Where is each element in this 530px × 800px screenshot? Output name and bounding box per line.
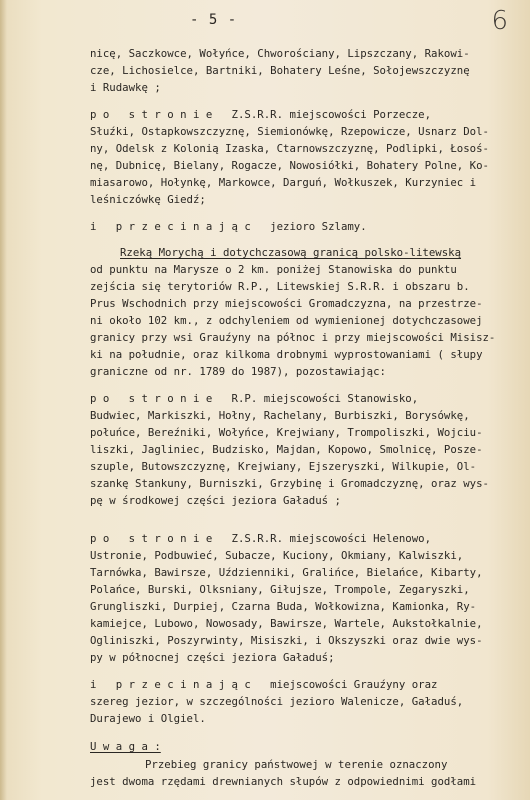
document-line: Grungliszki, Durpiej, Czarna Buda, Wołkowizna, Kamionka, Ry- bbox=[90, 600, 477, 613]
page-number: - 5 - bbox=[190, 12, 238, 28]
document-line: Budwiec, Markiszki, Hołny, Rachelany, Burbiszki, Borysówkę, bbox=[90, 409, 470, 422]
document-line: py w północnej części jeziora Gaładuś; bbox=[90, 651, 335, 664]
document-line: Przebieg granicy państwowej w terenie oznaczony bbox=[145, 758, 448, 771]
document-line: nę, Dubnicę, Bielany, Rogacze, Nowosiółki, Bohatery Polne, Ko- bbox=[90, 159, 489, 172]
document-line: Polańce, Burski, Olksniany, Giłujsze, Trompole, Zegaryszki, bbox=[90, 583, 470, 596]
document-line: szankę Stankuny, Burniszki, Grzybinę i Gromadczyznę, oraz wys- bbox=[90, 477, 489, 490]
document-line: p o s t r o n i e Z.S.R.R. miejscowości Porzecze, bbox=[90, 108, 432, 121]
document-line: Słuźki, Ostapkowszczyznę, Siemionówkę, Rzepowicze, Usnarz Dol- bbox=[90, 125, 489, 138]
document-line: połuńce, Bereźniki, Wołyńce, Krejwiany, Trompoliszki, Wojciu- bbox=[90, 426, 483, 439]
document-line: kamiejce, Lubowo, Nowosady, Bawirsze, Wartele, Aukstołkalnie, bbox=[90, 617, 483, 630]
document-line: jest dwoma rzędami drewnianych słupów z odpowiednimi godłami bbox=[90, 775, 477, 788]
document-line: cze, Lichosielce, Bartniki, Bohatery Leśne, Sołojewszczyznę bbox=[90, 64, 470, 77]
document-line: i p r z e c i n a j ą c miejscowości Grauźyny oraz bbox=[90, 678, 438, 691]
document-line: zejścia się terytoriów R.P., Litewskiej S.R.R. i obszaru b. bbox=[90, 280, 470, 293]
document-line: nicę, Saczkowce, Wołyńce, Chworościany, Lipszczany, Rakowi- bbox=[90, 47, 470, 60]
document-line: Durajewo i Olgiel. bbox=[90, 712, 206, 725]
document-line: Rzeką Morychą i dotychczasową granicą polsko-litewską bbox=[120, 246, 462, 259]
document-line: Prus Wschodnich przy miejscowości Gromadczyzna, na przestrze- bbox=[90, 297, 483, 310]
document-line: p o s t r o n i e Z.S.R.R. miejscowości Helenowo, bbox=[90, 532, 432, 545]
document-line: pę w środkowej części jeziora Gaładuś ; bbox=[90, 494, 341, 507]
document-line: Ustronie, Podbuwieć, Subacze, Kuciony, Okmiany, Kalwiszki, bbox=[90, 549, 464, 562]
document-line: miasarowo, Hołynkę, Markowce, Darguń, Wołkuszek, Kurzyniec i bbox=[90, 176, 477, 189]
document-line: szereg jezior, w szczególności jezioro Walenicze, Gaładuś, bbox=[90, 695, 464, 708]
document-line: U w a g a : bbox=[90, 740, 161, 753]
document-line: i Rudawkę ; bbox=[90, 81, 161, 94]
document-line: granicy przy wsi Grauźyny na północ i przy miejscowości Misisz- bbox=[90, 331, 496, 344]
document-line: graniczne od nr. 1789 do 1987), pozostawiając: bbox=[90, 365, 386, 378]
document-line: ki na południe, oraz kilkoma drobnymi wyprostowaniami ( słupy bbox=[90, 348, 483, 361]
document-line: szuple, Butowszczyznę, Krejwiany, Ejszeryszki, Wilkupie, Ol- bbox=[90, 460, 477, 473]
document-line: ni około 102 km., z odchyleniem od wymienionej dotychczasowej bbox=[90, 314, 483, 327]
document-line: ny, Odelsk z Kolonią Izaska, Ctarnowszczyznę, Podlipki, Łosoś- bbox=[90, 142, 489, 155]
document-line: Tarnówka, Bawirsze, Uździenniki, Gralińce, Bielańce, Kibarty, bbox=[90, 566, 483, 579]
document-line: Ogliniszki, Poszyrwinty, Misiszki, i Okszyszki oraz dwie wys- bbox=[90, 634, 483, 647]
handwritten-folio-number: 6 bbox=[491, 6, 508, 36]
document-line: p o s t r o n i e R.P. miejscowości Stanowisko, bbox=[90, 392, 419, 405]
document-line: i p r z e c i n a j ą c jezioro Szlamy. bbox=[90, 220, 367, 233]
document-line: liszki, Jagliniec, Budzisko, Majdan, Kopowo, Smolnicę, Posze- bbox=[90, 443, 483, 456]
document-line: od punktu na Marysze o 2 km. poniżej Stanowiska do punktu bbox=[90, 263, 457, 276]
document-line: leśniczówkę Giedź; bbox=[90, 193, 206, 206]
paper-edge-shadow bbox=[0, 0, 7, 800]
